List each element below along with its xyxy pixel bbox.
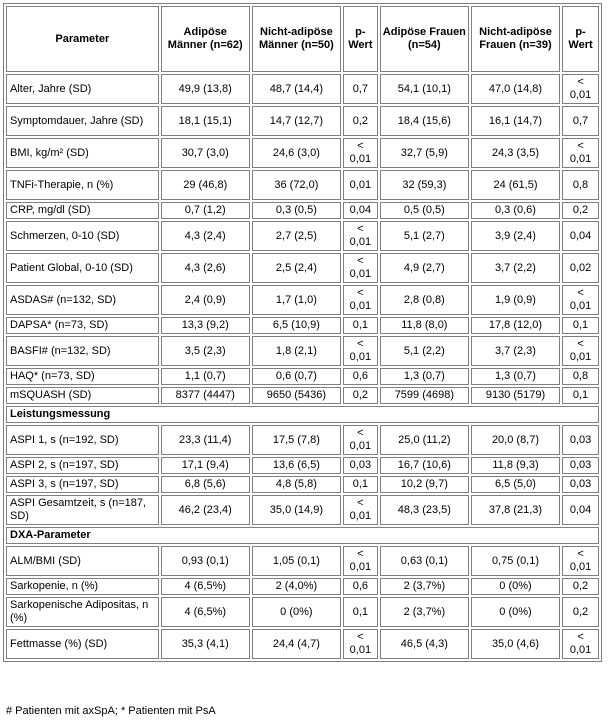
p-value-cell: < 0,01 bbox=[562, 546, 599, 576]
value-cell: 18,4 (15,6) bbox=[380, 106, 469, 136]
parameter-cell: Schmerzen, 0-10 (SD) bbox=[6, 221, 159, 251]
p-value-cell: < 0,01 bbox=[343, 138, 378, 168]
value-cell: 5,1 (2,7) bbox=[380, 221, 469, 251]
value-cell: 2 (3,7%) bbox=[380, 597, 469, 627]
value-cell: 24 (61,5) bbox=[471, 170, 560, 200]
value-cell: 7599 (4698) bbox=[380, 387, 469, 404]
value-cell: 6,5 (10,9) bbox=[252, 317, 341, 334]
value-cell: 48,7 (14,4) bbox=[252, 74, 341, 104]
value-cell: 11,8 (8,0) bbox=[380, 317, 469, 334]
parameter-cell: mSQUASH (SD) bbox=[6, 387, 159, 404]
section-row bbox=[6, 406, 599, 423]
p-value-cell: 0,2 bbox=[343, 387, 378, 404]
parameter-cell: BASFI# (n=132, SD) bbox=[6, 336, 159, 366]
value-cell: 0,75 (0,1) bbox=[471, 546, 560, 576]
value-cell: 2,5 (2,4) bbox=[252, 253, 341, 283]
value-cell: 48,3 (23,5) bbox=[380, 495, 469, 525]
p-value-cell: < 0,01 bbox=[343, 546, 378, 576]
value-cell: 5,1 (2,2) bbox=[380, 336, 469, 366]
p-value-cell: < 0,01 bbox=[343, 253, 378, 283]
value-cell: 29 (46,8) bbox=[161, 170, 250, 200]
value-cell: 0,3 (0,5) bbox=[252, 202, 341, 219]
value-cell: 16,1 (14,7) bbox=[471, 106, 560, 136]
value-cell: 23,3 (11,4) bbox=[161, 425, 250, 455]
footnote: # Patienten mit axSpA; * Patienten mit PsA bbox=[6, 705, 216, 717]
parameter-cell: ASPI Gesamtzeit, s (n=187, SD) bbox=[6, 495, 159, 525]
table-wrapper bbox=[3, 3, 602, 662]
value-cell: 0,63 (0,1) bbox=[380, 546, 469, 576]
value-cell: 2,4 (0,9) bbox=[161, 285, 250, 315]
value-cell: 17,1 (9,4) bbox=[161, 457, 250, 474]
value-cell: 3,7 (2,3) bbox=[471, 336, 560, 366]
p-value-cell: 0,03 bbox=[562, 425, 599, 455]
p-value-cell: < 0,01 bbox=[343, 221, 378, 251]
parameter-cell: DAPSA* (n=73, SD) bbox=[6, 317, 159, 334]
value-cell: 3,7 (2,2) bbox=[471, 253, 560, 283]
value-cell: 2 (4,0%) bbox=[252, 578, 341, 595]
value-cell: 30,7 (3,0) bbox=[161, 138, 250, 168]
value-cell: 17,8 (12,0) bbox=[471, 317, 560, 334]
value-cell: 4,9 (2,7) bbox=[380, 253, 469, 283]
value-cell: 2 (3,7%) bbox=[380, 578, 469, 595]
value-cell: 2,7 (2,5) bbox=[252, 221, 341, 251]
value-cell: 11,8 (9,3) bbox=[471, 457, 560, 474]
p-value-cell: 0,02 bbox=[562, 253, 599, 283]
value-cell: 13,6 (6,5) bbox=[252, 457, 341, 474]
p-value-cell: < 0,01 bbox=[562, 138, 599, 168]
p-value-cell: < 0,01 bbox=[343, 336, 378, 366]
value-cell: 1,9 (0,9) bbox=[471, 285, 560, 315]
value-cell: 37,8 (21,3) bbox=[471, 495, 560, 525]
parameter-cell: ALM/BMI (SD) bbox=[6, 546, 159, 576]
section-label: Leistungsmessung bbox=[6, 406, 599, 423]
p-value-cell: 0,1 bbox=[343, 317, 378, 334]
value-cell: 9130 (5179) bbox=[471, 387, 560, 404]
value-cell: 46,5 (4,3) bbox=[380, 629, 469, 659]
column-header: Adipöse Frauen (n=54) bbox=[380, 6, 469, 72]
column-header: p-Wert bbox=[343, 6, 378, 72]
p-value-cell: < 0,01 bbox=[343, 285, 378, 315]
value-cell: 32 (59,3) bbox=[380, 170, 469, 200]
value-cell: 0 (0%) bbox=[252, 597, 341, 627]
value-cell: 24,4 (4,7) bbox=[252, 629, 341, 659]
table-row bbox=[6, 285, 599, 315]
value-cell: 24,3 (3,5) bbox=[471, 138, 560, 168]
parameter-cell: HAQ* (n=73, SD) bbox=[6, 368, 159, 385]
column-header: Nicht-adipöse Frauen (n=39) bbox=[471, 6, 560, 72]
value-cell: 17,5 (7,8) bbox=[252, 425, 341, 455]
parameter-cell: Alter, Jahre (SD) bbox=[6, 74, 159, 104]
table-row bbox=[6, 546, 599, 576]
column-header: Nicht-adipöse Männer (n=50) bbox=[252, 6, 341, 72]
table-row bbox=[6, 368, 599, 385]
p-value-cell: 0,7 bbox=[562, 106, 599, 136]
p-value-cell: 0,7 bbox=[343, 74, 378, 104]
p-value-cell: < 0,01 bbox=[562, 629, 599, 659]
value-cell: 1,3 (0,7) bbox=[380, 368, 469, 385]
table-row bbox=[6, 597, 599, 627]
parameter-cell: ASPI 3, s (n=197, SD) bbox=[6, 476, 159, 493]
value-cell: 1,8 (2,1) bbox=[252, 336, 341, 366]
value-cell: 24,6 (3,0) bbox=[252, 138, 341, 168]
value-cell: 0 (0%) bbox=[471, 578, 560, 595]
parameter-cell: CRP, mg/dl (SD) bbox=[6, 202, 159, 219]
p-value-cell: 0,03 bbox=[343, 457, 378, 474]
value-cell: 8377 (4447) bbox=[161, 387, 250, 404]
value-cell: 6,5 (5,0) bbox=[471, 476, 560, 493]
p-value-cell: 0,8 bbox=[562, 170, 599, 200]
section-label: DXA-Parameter bbox=[6, 527, 599, 544]
value-cell: 4,8 (5,8) bbox=[252, 476, 341, 493]
table-row bbox=[6, 457, 599, 474]
table-row bbox=[6, 74, 599, 104]
value-cell: 1,3 (0,7) bbox=[471, 368, 560, 385]
table-row bbox=[6, 106, 599, 136]
p-value-cell: < 0,01 bbox=[562, 285, 599, 315]
value-cell: 1,1 (0,7) bbox=[161, 368, 250, 385]
p-value-cell: 0,6 bbox=[343, 578, 378, 595]
value-cell: 0,93 (0,1) bbox=[161, 546, 250, 576]
value-cell: 49,9 (13,8) bbox=[161, 74, 250, 104]
parameter-cell: Symptomdauer, Jahre (SD) bbox=[6, 106, 159, 136]
value-cell: 32,7 (5,9) bbox=[380, 138, 469, 168]
value-cell: 13,3 (9,2) bbox=[161, 317, 250, 334]
table-row bbox=[6, 221, 599, 251]
table-row bbox=[6, 317, 599, 334]
p-value-cell: 0,2 bbox=[562, 597, 599, 627]
p-value-cell: 0,04 bbox=[562, 495, 599, 525]
p-value-cell: < 0,01 bbox=[343, 495, 378, 525]
table-row bbox=[6, 476, 599, 493]
p-value-cell: 0,1 bbox=[562, 387, 599, 404]
results-table bbox=[3, 3, 602, 662]
p-value-cell: 0,1 bbox=[343, 597, 378, 627]
table-row bbox=[6, 387, 599, 404]
table-body bbox=[6, 74, 599, 659]
value-cell: 36 (72,0) bbox=[252, 170, 341, 200]
value-cell: 1,7 (1,0) bbox=[252, 285, 341, 315]
value-cell: 3,5 (2,3) bbox=[161, 336, 250, 366]
value-cell: 14,7 (12,7) bbox=[252, 106, 341, 136]
p-value-cell: 0,8 bbox=[562, 368, 599, 385]
value-cell: 47,0 (14,8) bbox=[471, 74, 560, 104]
table-row bbox=[6, 495, 599, 525]
value-cell: 18,1 (15,1) bbox=[161, 106, 250, 136]
p-value-cell: 0,2 bbox=[562, 202, 599, 219]
value-cell: 20,0 (8,7) bbox=[471, 425, 560, 455]
parameter-cell: Patient Global, 0-10 (SD) bbox=[6, 253, 159, 283]
value-cell: 0,7 (1,2) bbox=[161, 202, 250, 219]
p-value-cell: < 0,01 bbox=[343, 425, 378, 455]
p-value-cell: 0,04 bbox=[343, 202, 378, 219]
parameter-cell: Sarkopenie, n (%) bbox=[6, 578, 159, 595]
table-row bbox=[6, 170, 599, 200]
value-cell: 0,6 (0,7) bbox=[252, 368, 341, 385]
value-cell: 3,9 (2,4) bbox=[471, 221, 560, 251]
table-header-row bbox=[6, 6, 599, 72]
p-value-cell: 0,6 bbox=[343, 368, 378, 385]
parameter-cell: BMI, kg/m² (SD) bbox=[6, 138, 159, 168]
value-cell: 4,3 (2,4) bbox=[161, 221, 250, 251]
section-row bbox=[6, 527, 599, 544]
value-cell: 4 (6,5%) bbox=[161, 597, 250, 627]
value-cell: 9650 (5436) bbox=[252, 387, 341, 404]
parameter-cell: ASPI 2, s (n=197, SD) bbox=[6, 457, 159, 474]
parameter-cell: Fettmasse (%) (SD) bbox=[6, 629, 159, 659]
value-cell: 16,7 (10,6) bbox=[380, 457, 469, 474]
p-value-cell: < 0,01 bbox=[343, 629, 378, 659]
value-cell: 46,2 (23,4) bbox=[161, 495, 250, 525]
value-cell: 4,3 (2,6) bbox=[161, 253, 250, 283]
p-value-cell: 0,01 bbox=[343, 170, 378, 200]
table-row bbox=[6, 138, 599, 168]
value-cell: 1,05 (0,1) bbox=[252, 546, 341, 576]
value-cell: 2,8 (0,8) bbox=[380, 285, 469, 315]
p-value-cell: < 0,01 bbox=[562, 336, 599, 366]
value-cell: 35,0 (14,9) bbox=[252, 495, 341, 525]
p-value-cell: < 0,01 bbox=[562, 74, 599, 104]
parameter-cell: ASDAS# (n=132, SD) bbox=[6, 285, 159, 315]
value-cell: 0 (0%) bbox=[471, 597, 560, 627]
column-header: Adipöse Männer (n=62) bbox=[161, 6, 250, 72]
table-row bbox=[6, 253, 599, 283]
table-row bbox=[6, 629, 599, 659]
column-header: p-Wert bbox=[562, 6, 599, 72]
p-value-cell: 0,04 bbox=[562, 221, 599, 251]
parameter-cell: TNFi-Therapie, n (%) bbox=[6, 170, 159, 200]
value-cell: 6,8 (5,6) bbox=[161, 476, 250, 493]
value-cell: 10,2 (9,7) bbox=[380, 476, 469, 493]
table-row bbox=[6, 336, 599, 366]
table-row bbox=[6, 425, 599, 455]
p-value-cell: 0,2 bbox=[562, 578, 599, 595]
value-cell: 54,1 (10,1) bbox=[380, 74, 469, 104]
value-cell: 4 (6,5%) bbox=[161, 578, 250, 595]
table-row bbox=[6, 202, 599, 219]
value-cell: 35,0 (4,6) bbox=[471, 629, 560, 659]
p-value-cell: 0,2 bbox=[343, 106, 378, 136]
value-cell: 25,0 (11,2) bbox=[380, 425, 469, 455]
parameter-cell: Sarkopenische Adipositas, n (%) bbox=[6, 597, 159, 627]
table-row bbox=[6, 578, 599, 595]
p-value-cell: 0,03 bbox=[562, 457, 599, 474]
p-value-cell: 0,03 bbox=[562, 476, 599, 493]
p-value-cell: 0,1 bbox=[343, 476, 378, 493]
parameter-cell: ASPI 1, s (n=192, SD) bbox=[6, 425, 159, 455]
column-header: Parameter bbox=[6, 6, 159, 72]
value-cell: 35,3 (4,1) bbox=[161, 629, 250, 659]
value-cell: 0,3 (0,6) bbox=[471, 202, 560, 219]
value-cell: 0,5 (0,5) bbox=[380, 202, 469, 219]
p-value-cell: 0,1 bbox=[562, 317, 599, 334]
